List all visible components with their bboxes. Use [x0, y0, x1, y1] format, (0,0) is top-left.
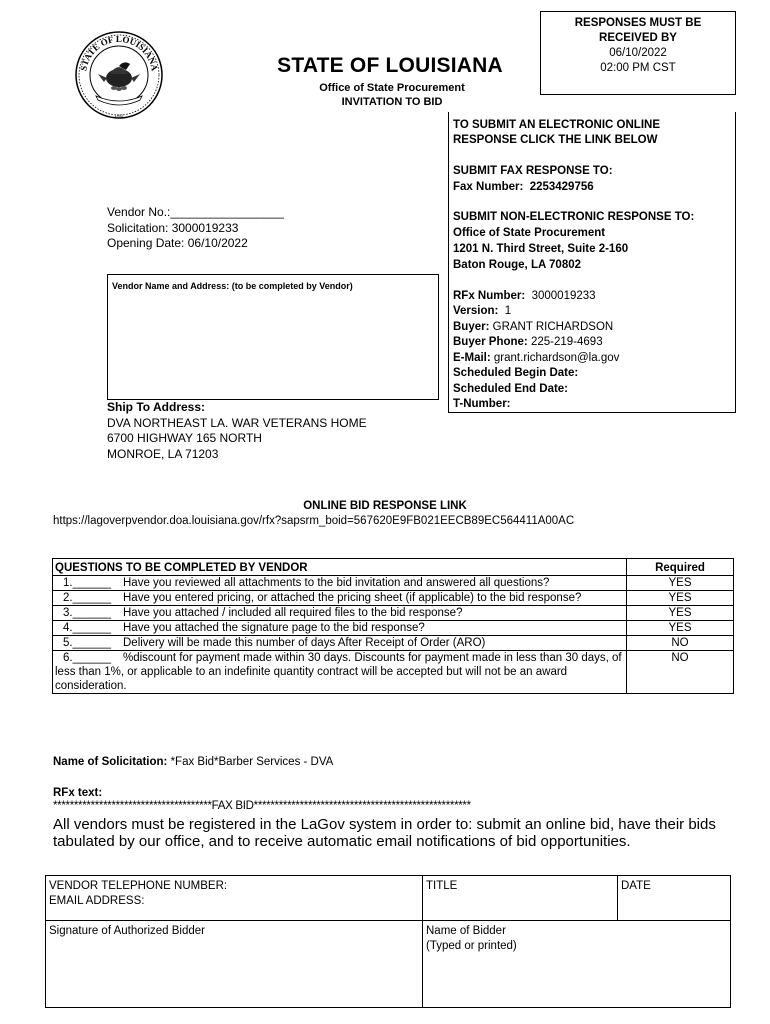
questions-header: QUESTIONS TO BE COMPLETED BY VENDOR: [53, 559, 627, 576]
solicitation-name-value: *Fax Bid*Barber Services - DVA: [170, 756, 334, 768]
mailing-address-3: Baton Rouge, LA 70802: [453, 259, 582, 271]
solicitation-number: Solicitation: 3000019233: [107, 220, 239, 235]
question-cell: [53, 651, 627, 694]
question-text: Delivery will be made this number of days After Receipt of Order (ARO): [123, 637, 486, 649]
vendor-name-address-box[interactable]: [107, 274, 439, 400]
question-number-blank[interactable]: 5.______: [63, 637, 111, 649]
mailing-address-1: Office of State Procurement: [453, 227, 606, 239]
email-line: [453, 351, 619, 366]
ship-to-line-1: DVA NORTHEAST LA. WAR VETERANS HOME: [107, 415, 367, 430]
fax-number: 2253429756: [529, 181, 594, 193]
required-value: NO: [627, 651, 734, 694]
bidder-name-note: (Typed or printed): [426, 940, 517, 952]
deadline-heading-1: RESPONSES MUST BE: [574, 17, 702, 29]
buyer-value: GRANT RICHARDSON: [492, 321, 614, 333]
opening-date: Opening Date: 06/10/2022: [107, 236, 248, 250]
table-row: [53, 621, 734, 636]
version-label: Version:: [453, 305, 499, 317]
vendor-telephone-label: VENDOR TELEPHONE NUMBER:: [49, 880, 228, 892]
buyer-phone-label: Buyer Phone:: [453, 336, 528, 348]
question-number-blank[interactable]: 3.______: [63, 607, 111, 619]
question-text: Have you attached the signature page to the bid response?: [123, 622, 425, 634]
deadline-date: 06/10/2022: [609, 47, 667, 59]
ship-to-line-2: 6700 HIGHWAY 165 NORTH: [107, 431, 262, 445]
buyer-line: [453, 320, 613, 335]
signature-table-row: [46, 921, 731, 1008]
table-row: [53, 591, 734, 606]
online-bid-link-url[interactable]: https://lagoverpvendor.doa.louisiana.gov/rfx?sapsrm_boid=567620E9FB021EECB89EC564411A00AC: [53, 515, 575, 527]
required-value: YES: [627, 621, 734, 636]
deadline-heading-2: RECEIVED BY: [599, 32, 677, 44]
title-cell[interactable]: [423, 876, 618, 921]
pelican-seal-icon: [74, 30, 164, 120]
fax-number-line: [453, 180, 594, 195]
date-label: DATE: [621, 880, 651, 892]
table-header-row: [53, 559, 734, 576]
question-cell: [53, 591, 627, 606]
rfx-number-value: 3000019233: [531, 290, 596, 302]
document-type: INVITATION TO BID: [341, 96, 443, 108]
required-value: NO: [627, 636, 734, 651]
online-bid-link-label: ONLINE BID RESPONSE LINK: [303, 500, 467, 512]
response-deadline-box: [540, 11, 736, 95]
t-number-label: T-Number:: [453, 398, 511, 410]
fax-label: Fax Number:: [453, 181, 524, 193]
question-text: Have you reviewed all attachments to the bid invitation and answered all questions?: [123, 577, 550, 589]
begin-date-label: Scheduled Begin Date:: [453, 367, 579, 379]
signature-cell[interactable]: [46, 921, 423, 1008]
online-instruction-1: TO SUBMIT AN ELECTRONIC ONLINE: [453, 119, 660, 131]
rfx-number-label: RFx Number:: [453, 290, 526, 302]
question-cell: [53, 576, 627, 591]
version-value: 1: [504, 305, 512, 317]
end-date-label: Scheduled End Date:: [453, 383, 569, 395]
signature-table: [45, 875, 731, 1008]
page-subtitle: [252, 81, 532, 109]
bidder-name-cell[interactable]: [423, 921, 731, 1008]
ship-to-address: [107, 400, 367, 462]
buyer-phone-value: 225-219-4693: [530, 336, 603, 348]
question-cell: [53, 636, 627, 651]
signature-table-row: [46, 876, 731, 921]
email-label: E-Mail:: [453, 352, 491, 364]
question-number-blank[interactable]: 4.______: [63, 622, 111, 634]
title-label: TITLE: [426, 880, 458, 892]
date-cell[interactable]: [618, 876, 731, 921]
required-header: Required: [627, 559, 734, 576]
state-seal-logo: [74, 30, 164, 120]
vendor-info: [107, 205, 284, 252]
submission-info-box: [448, 112, 736, 413]
page-title: STATE OF LOUISIANA: [277, 54, 503, 77]
office-name: Office of State Procurement: [319, 82, 465, 94]
table-row: [53, 606, 734, 621]
question-text: Have you attached / included all required files to the bid response?: [123, 607, 463, 619]
buyer-phone-line: [453, 335, 603, 350]
email-address-label: EMAIL ADDRESS:: [49, 895, 145, 907]
required-value: YES: [627, 591, 734, 606]
table-row: [53, 651, 734, 694]
rfx-number-line: [453, 289, 596, 304]
rfx-text-banner: **************************************FAX BID****************************************************: [53, 800, 471, 812]
svg-text:STATE OF LOUISIANA: STATE OF LOUISIANA: [78, 33, 160, 72]
version-line: [453, 304, 511, 319]
question-number-blank[interactable]: 2.______: [63, 592, 111, 604]
solicitation-name: [53, 756, 333, 768]
email-value[interactable]: grant.richardson@la.gov: [493, 352, 620, 364]
online-instruction-2: RESPONSE CLICK THE LINK BELOW: [453, 134, 658, 146]
buyer-label: Buyer:: [453, 321, 490, 333]
required-value: YES: [627, 576, 734, 591]
deadline-time: 02:00 PM CST: [600, 62, 676, 74]
ship-to-line-3: MONROE, LA 71203: [107, 446, 219, 461]
question-text: Have you entered pricing, or attached the pricing sheet (if applicable) to the bid response?: [123, 592, 582, 604]
mailing-address-2: 1201 N. Third Street, Suite 2-160: [453, 243, 629, 255]
vendor-number-field[interactable]: Vendor No.:_________________: [107, 205, 284, 219]
svg-text:1902: 1902: [114, 113, 124, 118]
nonelectronic-title: SUBMIT NON-ELECTRONIC RESPONSE TO:: [453, 211, 695, 223]
ship-to-label: Ship To Address:: [107, 400, 206, 414]
solicitation-name-label: Name of Solicitation:: [53, 756, 168, 768]
rfx-text-body: All vendors must be registered in the LaGov system in order to: submit an online bid, have their bids tabulated by our office, and to receive automatic email notifications of bid opportunities.: [53, 816, 716, 850]
signature-label: Signature of Authorized Bidder: [49, 925, 205, 937]
table-row: [53, 636, 734, 651]
vendor-questions-table: [52, 558, 734, 694]
fax-title: SUBMIT FAX RESPONSE TO:: [453, 165, 613, 177]
question-text: %discount for payment made within 30 days. Discounts for payment made in less than 30 days, of less than 1%, or applicable to an indefinite quantity contract will be accepted but will not be an award consideration.: [55, 652, 622, 692]
bidder-name-label: Name of Bidder: [426, 925, 506, 937]
question-cell: [53, 621, 627, 636]
vendor-contact-cell[interactable]: [46, 876, 423, 921]
vendor-name-address-label: Vendor Name and Address: (to be completed by Vendor): [112, 281, 353, 291]
question-number-blank[interactable]: 1.______: [63, 577, 111, 589]
table-row: [53, 576, 734, 591]
required-value: YES: [627, 606, 734, 621]
rfx-text-label: RFx text:: [53, 787, 103, 799]
question-number-blank[interactable]: 6.______: [63, 652, 111, 664]
question-cell: [53, 606, 627, 621]
